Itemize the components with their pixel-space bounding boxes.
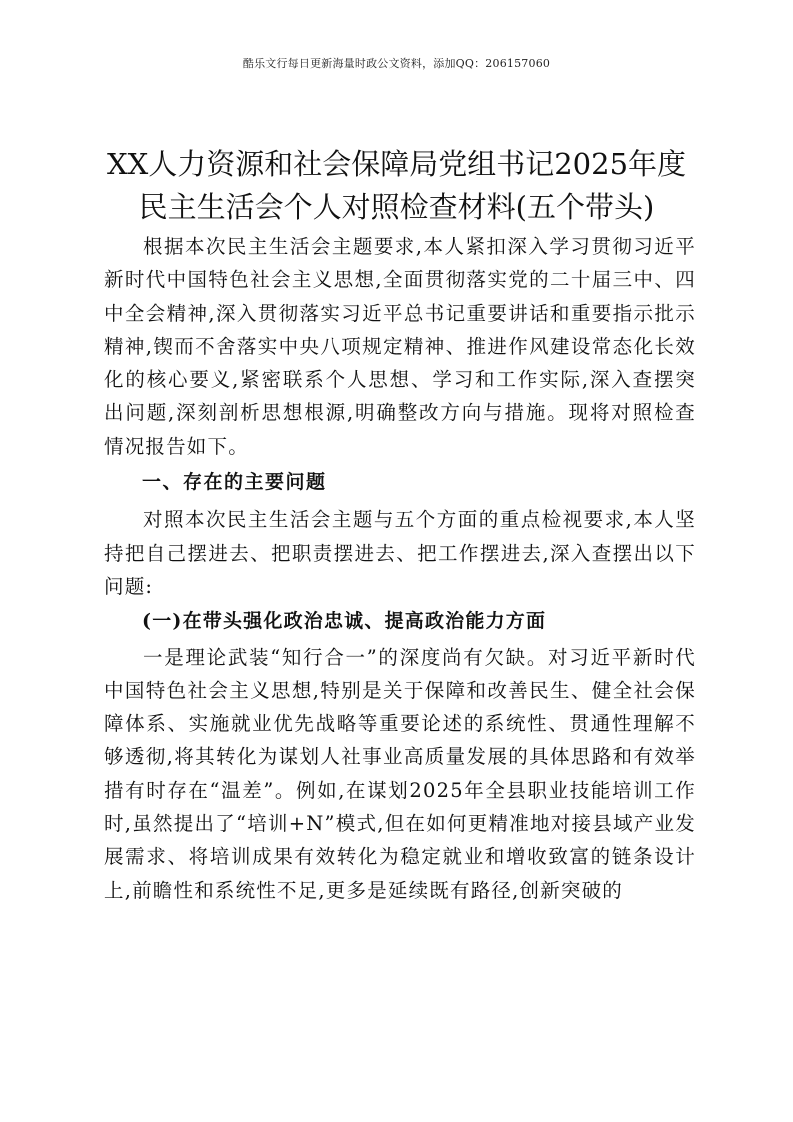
point-one-paragraph: 一是理论武装“知行合一”的深度尚有欠缺。对习近平新时代中国特色社会主义思想,特别是关于保障和改善民生、健全社会保障体系、实施就业优先战略等重要论述的系统性、贯通性理解不够透彻,将其转化为谋划人社事业高质量发展的具体思路和有效举措有时存在“温差”。例如,在谋划2025年全县职业技能培训工作时,虽然提出了“培训+N”模式,但在如何更精准地对接县域产业发展需求、将培训成果有效转化为稳定就业和增收致富的链条设计上,前瞻性和系统性不足,更多是延续既有路径,创新突破的 — [104, 645, 696, 902]
section-intro-paragraph: 对照本次民主生活会主题与五个方面的重点检视要求,本人坚持把自己摆进去、把职责摆进去、把工作摆进去,深入查摆出以下问题: — [104, 508, 696, 598]
document-title-line-1: XX人力资源和社会保障局党组书记2025年度 — [106, 147, 687, 181]
section-heading-problems: 一、存在的主要问题 — [142, 471, 327, 494]
document-title-line-2: 民主生活会个人对照检查材料(五个带头) — [138, 190, 655, 224]
intro-paragraph: 根据本次民主生活会主题要求,本人紧扣深入学习贯彻习近平新时代中国特色社会主义思想,全面贯彻落实党的二十届三中、四中全会精神,深入贯彻落实习近平总书记重要讲话和重要指示批示精神,锲而不舍落实中央八项规定精神、推进作风建设常态化长效化的核心要义,紧密联系个人思想、学习和工作实际,深入查摆突出问题,深刻剖析思想根源,明确整改方向与措施。现将对照检查情况报告如下。 — [104, 235, 696, 458]
header-note: 酷乐文行每日更新海量时政公文资料，添加QQ：206157060 — [242, 57, 551, 70]
document-body — [104, 230, 696, 907]
subsection-heading-political-loyalty: (一)在带头强化政治忠诚、提高政治能力方面 — [142, 610, 547, 633]
